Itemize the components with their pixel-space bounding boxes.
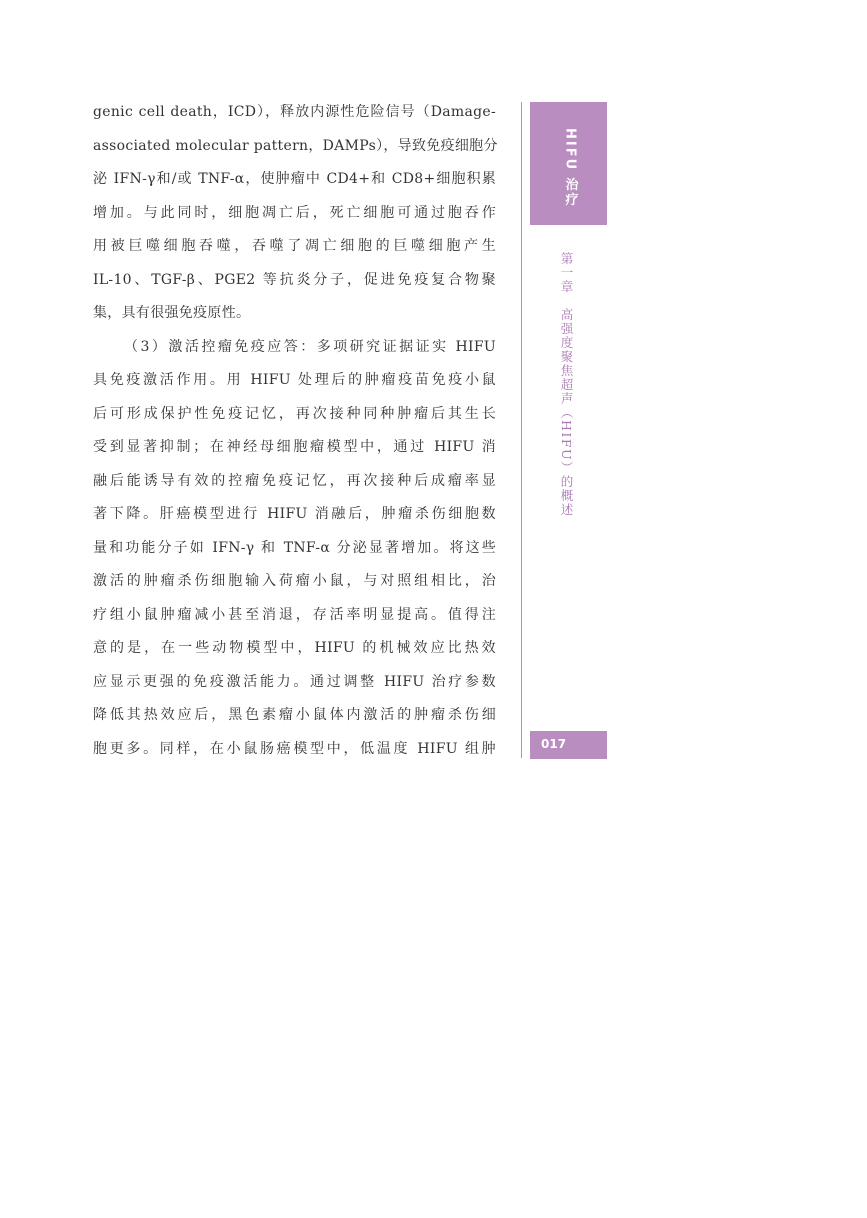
margin-divider [521, 102, 522, 758]
section-tab-label: HIFU 治疗 [562, 128, 578, 208]
text-line: 激活的肿瘤杀伤细胞输入荷瘤小鼠，与对照组相比，治 [93, 573, 496, 589]
text-line: 著下降。肝癌模型进行 HIFU 消融后，肿瘤杀伤细胞数 [93, 506, 496, 522]
text-line: 具免疫激活作用。用 HIFU 处理后的肿瘤疫苗免疫小鼠 [93, 372, 496, 388]
page-number-box [530, 731, 607, 759]
text-line: 融后能诱导有效的控瘤免疫记忆，再次接种后成瘤率显 [93, 472, 496, 489]
text-line: associated molecular pattern，DAMPs），导致免疫细胞分 [93, 137, 498, 154]
text-line: genic cell death，ICD），释放内源性危险信号（Damage- [93, 104, 496, 120]
section-tab [530, 102, 607, 225]
text-line: 泌 IFN-γ和/或 TNF-α，使肿瘤中 CD4+和 CD8+细胞积累 [93, 171, 496, 187]
text-line: 后可形成保护性免疫记忆，再次接种同种肿瘤后其生长 [93, 405, 496, 422]
chapter-running-header: 第一章 高强度聚焦超声（HIFU）的概述 [559, 252, 574, 518]
text-line: 量和功能分子如 IFN-γ 和 TNF-α 分泌显著增加。将这些 [93, 539, 496, 556]
text-line: 集，具有很强免疫原性。 [93, 305, 251, 321]
text-line: 降低其热效应后，黑色素瘤小鼠体内激活的肿瘤杀伤细 [93, 707, 496, 723]
text-line: 应显示更强的免疫激活能力。通过调整 HIFU 治疗参数 [93, 673, 496, 690]
page-number: 017 [541, 737, 567, 751]
text-line: 用被巨噬细胞吞噬，吞噬了凋亡细胞的巨噬细胞产生 [93, 238, 496, 254]
text-line: 受到显著抑制；在神经母细胞瘤模型中，通过 HIFU 消 [93, 439, 496, 455]
text-line: 胞更多。同样，在小鼠肠癌模型中，低温度 HIFU 组肿 [93, 740, 496, 757]
text-line: 意的是，在一些动物模型中，HIFU 的机械效应比热效 [93, 640, 496, 656]
text-line: （3）激活控瘤免疫应答：多项研究证据证实 HIFU [124, 338, 496, 355]
text-line: IL-10、TGF-β、PGE2 等抗炎分子，促进免疫复合物聚 [93, 271, 496, 288]
text-line: 增加。与此同时，细胞凋亡后，死亡细胞可通过胞吞作 [93, 204, 496, 221]
text-line: 疗组小鼠肿瘤减小甚至消退，存活率明显提高。值得注 [93, 606, 496, 623]
body-text [93, 96, 496, 766]
